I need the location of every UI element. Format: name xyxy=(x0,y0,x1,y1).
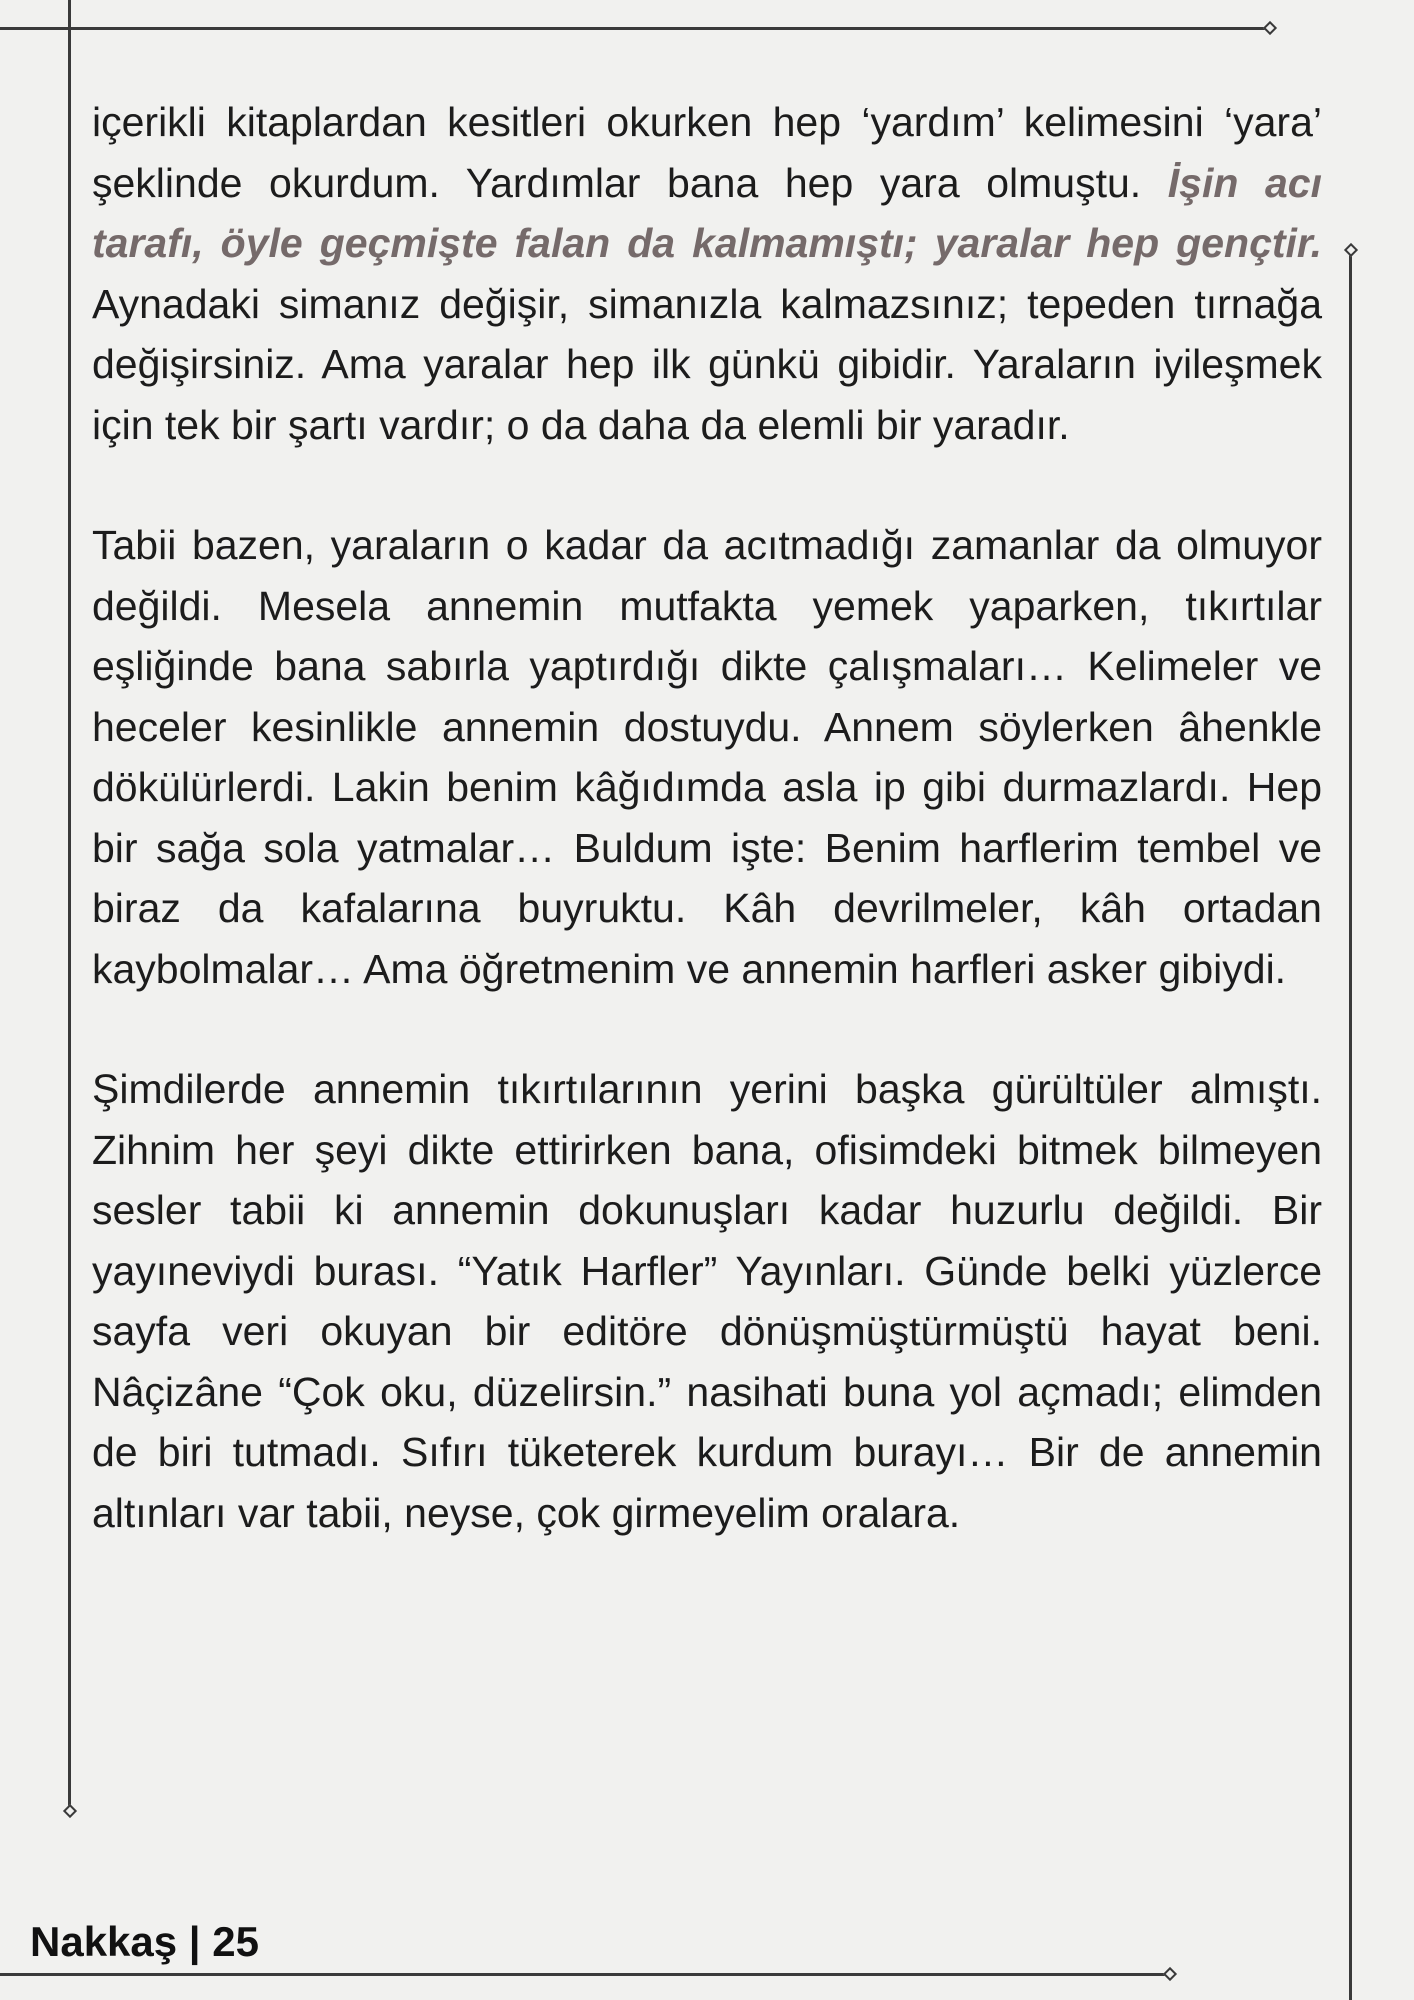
frame-top-diamond xyxy=(1263,21,1277,35)
footer-separator: | xyxy=(177,1918,213,1965)
paragraph-2: Tabii bazen, yaraların o kadar da acıtmadığı zamanlar da olmuyor değildi. Mesela annemin mutfakta yemek yaparken, tıkırtılar eşliğinde bana sabırla yaptırdığı dikte çalışmaları… Kelimeler ve heceler kesinlikle annemin dostuydu. Annem söylerken âhenkle dökülürlerdi. Lakin benim kâğıdımda asla ip gibi durmazlardı. Hep bir sağa sola yatmalar… Buldum işte: Benim harflerim tembel ve biraz da kafalarına buyruktu. Kâh devrilmeler, kâh ortadan kaybolmalar… Ama öğretmenim ve annemin harfleri asker gibiydi. xyxy=(92,522,1322,992)
paragraph-1-rest: Aynadaki simanız değişir, simanızla kalmazsınız; tepeden tırnağa değişirsiniz. Ama yaralar hep ilk günkü gibidir. Yaraların iyileşmek için tek bir şartı vardır; o da daha da elemli bir yaradır. xyxy=(92,280,1322,448)
paragraph-1 xyxy=(92,92,1322,455)
frame-right-line xyxy=(1349,250,1352,2000)
page-footer xyxy=(30,1918,259,1966)
frame-left-diamond xyxy=(63,1804,77,1818)
article-body xyxy=(92,92,1322,1603)
magazine-name: Nakkaş xyxy=(30,1918,178,1965)
paragraph-3: Şimdilerde annemin tıkırtılarının yerini başka gürültüler almıştı. Zihnim her şeyi dikte ettirirken bana, ofisimdeki bitmek bilmeyen sesler tabii ki annemin dokunuşları kadar huzurlu değildi. Bir yayıneviydi burası. “Yatık Harfler” Yayınları. Günde belki yüzlerce sayfa veri okuyan bir editöre dönüşmüştürmüştü hayat beni. Nâçizâne “Çok oku, düzelirsin.” nasihati buna yol açmadı; elimden de biri tutmadı. Sıfırı tüketerek kurdum burayı… Bir de annemin altınları var tabii, neyse, çok girmeyelim oralara. xyxy=(92,1066,1322,1536)
frame-bottom-diamond xyxy=(1163,1967,1177,1981)
frame-bottom-line xyxy=(0,1973,1170,1976)
page-number: 25 xyxy=(212,1918,259,1965)
frame-right-diamond xyxy=(1344,243,1358,257)
paragraph-1-lead: içerikli kitaplardan kesitleri okurken hep ‘yardım’ kelimesini ‘yara’ şeklinde okurdum. Yardımlar bana hep yara olmuştu. xyxy=(92,99,1322,206)
frame-left-line xyxy=(68,0,71,1808)
frame-top-line xyxy=(0,27,1270,30)
paragraph-1-emphasis: İşin acı tarafı, öyle geçmişte falan da kalmamıştı; yaralar hep gençtir. xyxy=(92,159,1323,266)
